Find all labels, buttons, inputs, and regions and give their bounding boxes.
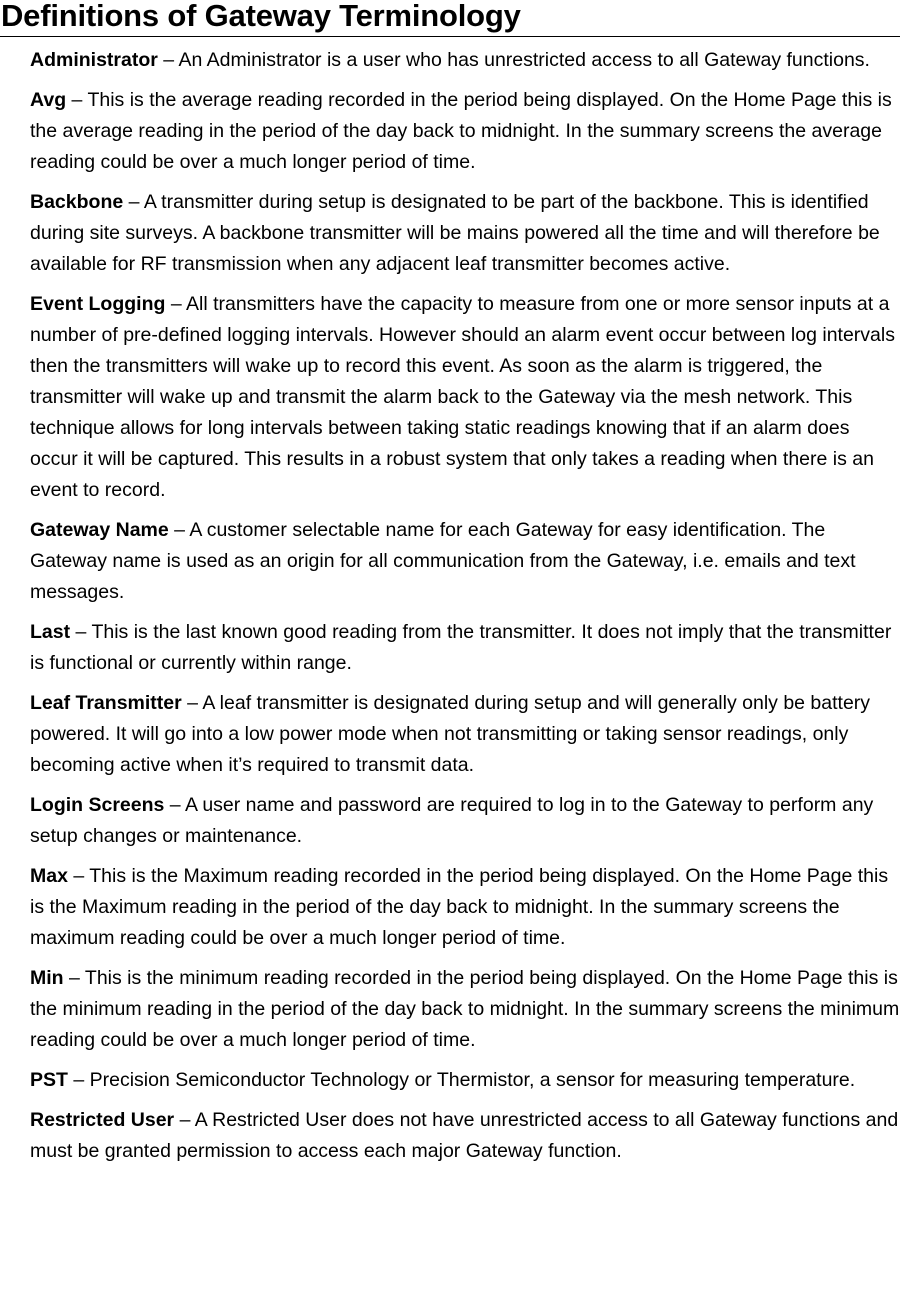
definition-text: This is the average reading recorded in the period being displayed. On the Home Page this is the average reading in the period of the day back to midnight. In the summary screens the average reading could be over a much longer period of time. (30, 89, 892, 173)
definition-text: A Restricted User does not have unrestricted access to all Gateway functions and must be granted permission to access each major Gateway function. (30, 1109, 899, 1162)
term-label: Backbone (30, 191, 124, 213)
term-label: PST (30, 1069, 68, 1091)
definition-text: This is the minimum reading recorded in the period being displayed. On the Home Page this is the minimum reading in the period of the day back to midnight. In the summary screens the minimum reading could be over a much longer period of time. (30, 967, 900, 1051)
definition-pst (30, 1065, 900, 1096)
definition-backbone (30, 187, 900, 280)
term-label: Avg (30, 89, 67, 111)
definition-gateway-name (30, 515, 900, 608)
definition-text: A user name and password are required to log in to the Gateway to perform any setup changes or maintenance. (30, 794, 874, 847)
separator: – (67, 865, 90, 887)
definition-text: All transmitters have the capacity to measure from one or more sensor inputs at a number of pre-defined logging intervals. However should an alarm event occur between log intervals then the transmitters will wake up to record this event. As soon as the alarm is triggered, the transmitter will wake up and transmit the alarm back to the Gateway via the mesh network. This technique allows for long intervals between taking static readings knowing that if an alarm does occur it will be captured. This results in a robust system that only takes a reading when there is an event to record. (30, 293, 895, 501)
definition-text: Precision Semiconductor Technology or Thermistor, a sensor for measuring temperature. (89, 1069, 856, 1091)
definitions-list (0, 37, 900, 1167)
definition-login-screens (30, 790, 900, 852)
definition-event-logging (30, 289, 900, 506)
separator: – (157, 49, 179, 71)
definition-text: A transmitter during setup is designated to be part of the backbone. This is identified during site surveys. A backbone transmitter will be mains powered all the time and will therefore be available for RF transmission when any adjacent leaf transmitter becomes active. (30, 191, 880, 275)
separator: – (164, 794, 185, 816)
term-label: Administrator (30, 49, 158, 71)
term-label: Gateway Name (30, 519, 169, 541)
term-label: Restricted User (30, 1109, 175, 1131)
definition-avg (30, 85, 900, 178)
definition-text: A leaf transmitter is designated during setup and will generally only be battery powered. It will go into a low power mode when not transmitting or taking sensor readings, only becoming active when it’s required to transmit data. (30, 692, 871, 776)
definition-administrator (30, 45, 900, 76)
definition-min (30, 963, 900, 1056)
separator: – (165, 293, 187, 315)
separator: – (67, 1069, 90, 1091)
definition-text: A customer selectable name for each Gateway for easy identification. The Gateway name is used as an origin for all communication from the Gateway, i.e. emails and text messages. (30, 519, 856, 603)
definition-text: This is the Maximum reading recorded in the period being displayed. On the Home Page this is the Maximum reading in the period of the day back to midnight. In the summary screens the maximum reading could be over a much longer period of time. (30, 865, 889, 949)
separator: – (168, 519, 190, 541)
definition-leaf-transmitter (30, 688, 900, 781)
definition-max (30, 861, 900, 954)
term-label: Last (30, 621, 71, 643)
separator: – (174, 1109, 195, 1131)
definition-text: This is the last known good reading from the transmitter. It does not imply that the transmitter is functional or currently within range. (30, 621, 892, 674)
separator: – (70, 621, 92, 643)
definition-text: An Administrator is a user who has unrestricted access to all Gateway functions. (178, 49, 870, 71)
separator: – (123, 191, 144, 213)
separator: – (181, 692, 203, 714)
term-label: Leaf Transmitter (30, 692, 182, 714)
term-label: Max (30, 865, 68, 887)
term-label: Event Logging (30, 293, 166, 315)
separator: – (63, 967, 85, 989)
term-label: Login Screens (30, 794, 165, 816)
definition-last (30, 617, 900, 679)
separator: – (66, 89, 88, 111)
page-title: Definitions of Gateway Terminology (0, 0, 900, 37)
definition-restricted-user (30, 1105, 900, 1167)
term-label: Min (30, 967, 64, 989)
